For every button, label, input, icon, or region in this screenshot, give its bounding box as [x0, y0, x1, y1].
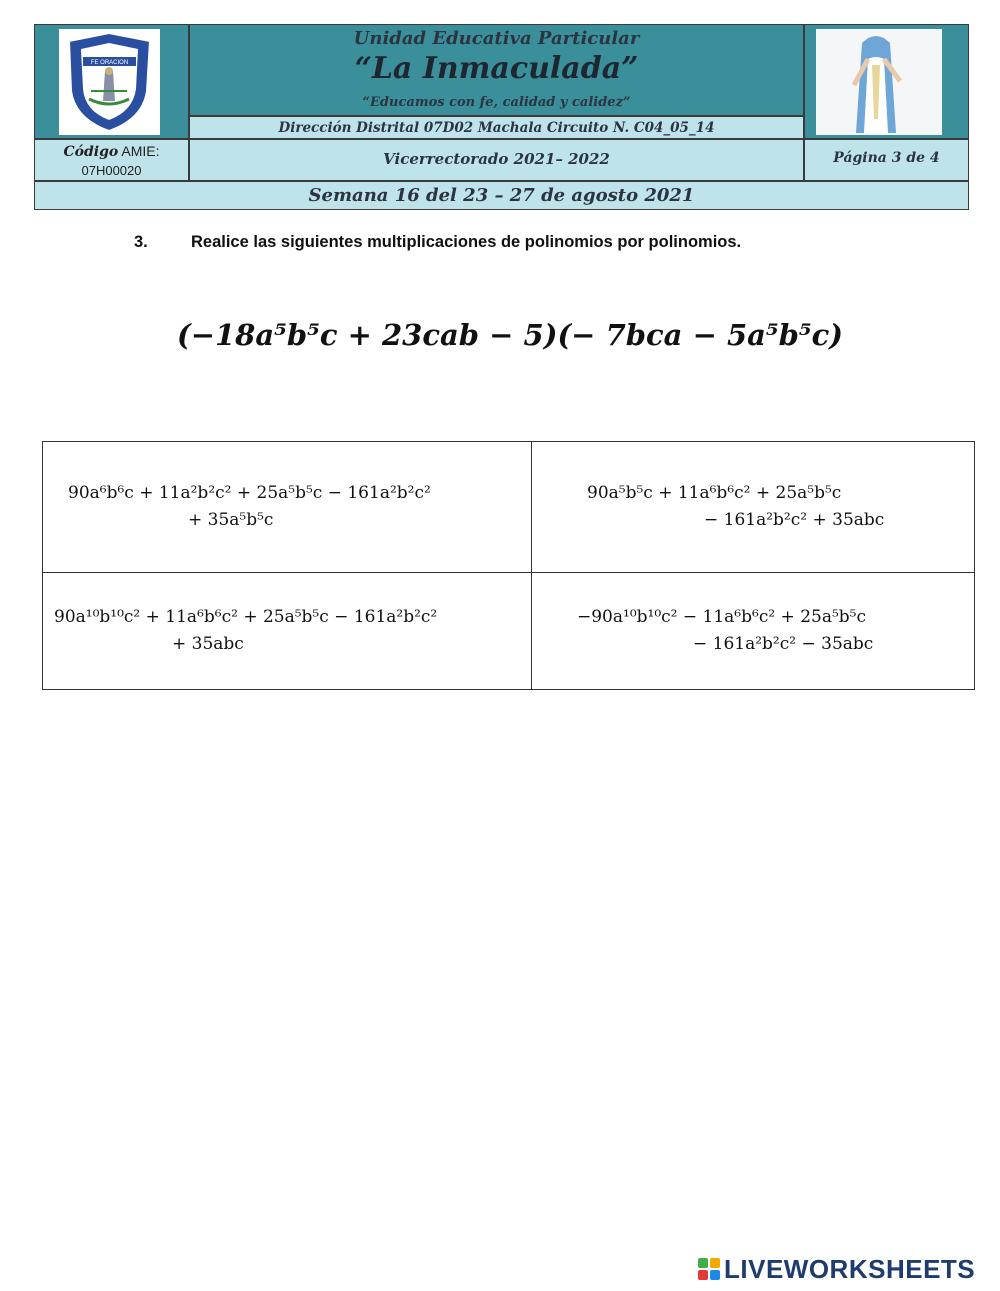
liveworksheets-brand[interactable]: LIVEWORKSHEETS [724, 1254, 976, 1284]
option-1-line-2: + 35a⁵b⁵c [188, 510, 274, 530]
question-text: Realice las siguientes multiplicaciones de polinomios por polinomios. [191, 233, 742, 251]
page-number-cell [804, 139, 969, 181]
option-2-line-2: − 161a²b²c² + 35abc [704, 510, 885, 530]
question-number: 3. [134, 233, 148, 251]
virgin-mary-image [816, 29, 942, 135]
vicerrectorado-text: Vicerrectorado 2021– 2022 [383, 150, 610, 168]
school-logo-cell [34, 24, 189, 139]
option-3-line-2: + 35abc [172, 634, 244, 654]
week-text: Semana 16 del 23 – 27 de agosto 2021 [308, 185, 695, 206]
option-1-line-1: 90a⁶b⁶c + 11a²b²c² + 25a⁵b⁵c − 161a²b²c² [68, 483, 431, 503]
district-text: Dirección Distrital 07D02 Machala Circuito N. C04_05_14 [278, 120, 715, 136]
option-3-line-1: 90a¹⁰b¹⁰c² + 11a⁶b⁶c² + 25a⁵b⁵c − 161a²b²c² [54, 607, 438, 627]
school-title-cell [189, 24, 804, 116]
school-name: “La Inmaculada” [354, 51, 639, 86]
school-logo [59, 29, 160, 135]
school-shield-icon [59, 29, 160, 135]
virgin-image-cell [804, 24, 969, 139]
school-motto: “Educamos con fe, calidad y calidez” [362, 95, 631, 110]
vicerrectorado-cell [189, 139, 804, 181]
option-4-line-1: −90a¹⁰b¹⁰c² − 11a⁶b⁶c² + 25a⁵b⁵c [577, 607, 867, 627]
option-4-line-2: − 161a²b²c² − 35abc [693, 634, 874, 654]
svg-text:FE ORACION: FE ORACION [90, 60, 129, 66]
answer-option-3[interactable] [42, 573, 531, 690]
school-line: Unidad Educativa Particular [353, 28, 640, 49]
option-2-line-1: 90a⁵b⁵c + 11a⁶b⁶c² + 25a⁵b⁵c [587, 483, 842, 503]
district-cell [189, 116, 804, 139]
virgin-mary-icon [816, 29, 942, 135]
amie-label-rest: AMIE: [118, 143, 160, 159]
page-number: Página 3 de 4 [833, 150, 940, 166]
amie-cell [34, 139, 189, 181]
polynomial-expression: (−18a⁵b⁵c + 23cab − 5)(− 7bca − 5a⁵b⁵c) [176, 318, 843, 352]
week-cell [34, 181, 969, 210]
amie-label-italic: Código [63, 144, 119, 160]
liveworksheets-logo-icon [698, 1258, 720, 1280]
amie-code: 07H00020 [81, 163, 142, 178]
amie-label [35, 143, 188, 160]
